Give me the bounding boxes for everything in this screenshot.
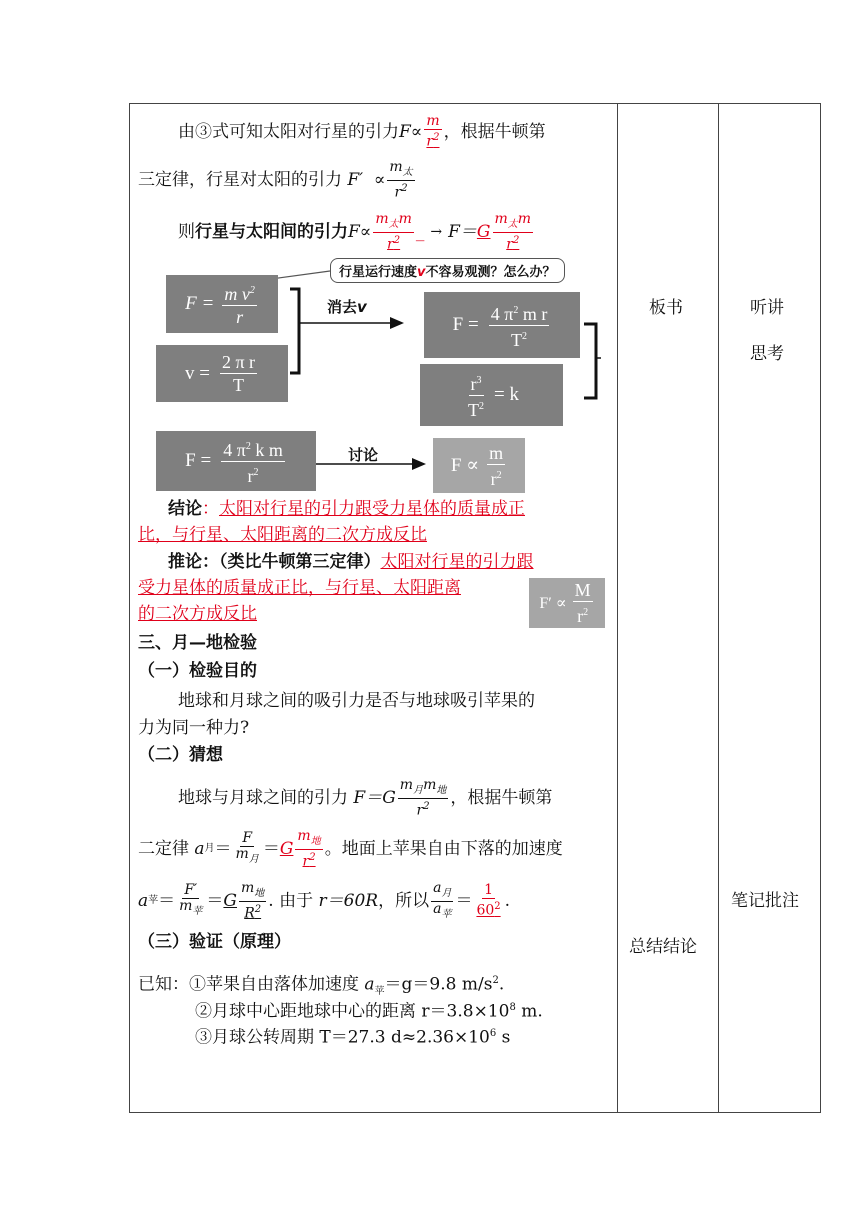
speed-callout: 行星运行速度v不容易观测？怎么办？ (330, 258, 565, 283)
eliminate-v-label: 消去v (327, 298, 367, 316)
section3-sub1: （一）检验目的 (138, 661, 257, 681)
discuss-label: 讨论 (348, 446, 379, 464)
formula-box-kepler: $\frac{r^3}{T^2}$ = k (420, 364, 563, 426)
para1-line2: 三定律，行星对太阳的引力 F′ ∝ $\frac{m_太}{r^2}$ (138, 158, 413, 201)
column-board: 板书 (649, 298, 683, 318)
formula-box-fp-prop: F′ ∝ $\frac{M}{r^2}$ (529, 578, 605, 628)
formula-box-f-4pi2mr: F = $\frac{4 \pi^2 m r}{T^2}$ (424, 292, 580, 358)
inference-line1: 推论：（类比牛顿第三定律）太阳对行星的引力跟 (168, 552, 534, 572)
known-line3: ③月球公转周期 T＝27.3 $d\approx 2.36\times 10^6$ s (195, 1027, 511, 1048)
section3-sub3: （三）验证（原理） (138, 932, 291, 952)
apple-accel-line: a 苹 ＝ $\frac{F'}{m_苹}$ ＝ G $\frac{m_地}{R^2}$ . 由于 r＝60R ，所以 $\frac{a_月}{a_苹}$ ＝ $\frac{1}{60^2}$ . (138, 879, 511, 922)
guess-formula-line: 地球与月球之间的引力 F＝G $\frac{m_月m_地}{r^2}$ ，根据牛顿第 (178, 776, 553, 819)
formula-box-f-4pi2km: F = $\frac{4 \pi^2 k m}{r^2}$ (156, 431, 316, 491)
inference-line2: 受力星体的质量成正比，与行星、太阳距离 (138, 578, 461, 598)
column-listen: 听讲 (750, 298, 784, 318)
formula-box-v-2pir: v = $\frac{\text{2 π r}}{T}$ (156, 345, 288, 402)
column-divider-2 (718, 103, 719, 1112)
formula-box-f-prop: F ∝ $\frac{m}{r^2}$ (433, 438, 525, 493)
section3-p1b: 力为同一种力? (138, 718, 250, 738)
gravity-formula-line: 则 行星与太阳间的引力 F ∝ $\frac{m_太m}{r^2}$ _ → F＝ G $\frac{m_太m}{r^2}$ (178, 210, 532, 253)
conclusion-line2: 比，与行星、太阳距离的二次方成反比 (138, 525, 427, 545)
section3-title: 三、月—地检验 (138, 633, 257, 653)
section3-sub2: （二）猜想 (138, 745, 223, 765)
column-divider-1 (617, 103, 618, 1112)
column-think: 思考 (750, 344, 784, 364)
known-line1: 已知：①苹果自由落体加速度 $a_苹=g=9.8$ $m/s^2$. (138, 974, 505, 998)
column-summary: 总结结论 (629, 937, 697, 957)
second-law-line: 二定律 a 月 ＝ $\frac{F}{m_月}$ ＝ G $\frac{m_地}{r^2}$ 。地面上苹果自由下落的加速度 (138, 827, 563, 870)
section3-p1a: 地球和月球之间的吸引力是否与地球吸引苹果的 (178, 691, 535, 711)
column-notes: 笔记批注 (731, 891, 799, 911)
known-line2: ②月球中心距地球中心的距离 $r=3.8\times 10^8$ m. (195, 1001, 543, 1022)
conclusion-line1: 结论：太阳对行星的引力跟受力星体的质量成正 (168, 499, 525, 519)
formula-box-f-mv2: F = $\frac{m v^2}{r}$ (166, 275, 278, 333)
inference-line3: 的二次方成反比 (138, 604, 257, 624)
para1-line1: 由③式可知太阳对行星的引力 F ∝ $\frac{m}{r^2}$ ，根据牛顿第 (178, 113, 546, 150)
